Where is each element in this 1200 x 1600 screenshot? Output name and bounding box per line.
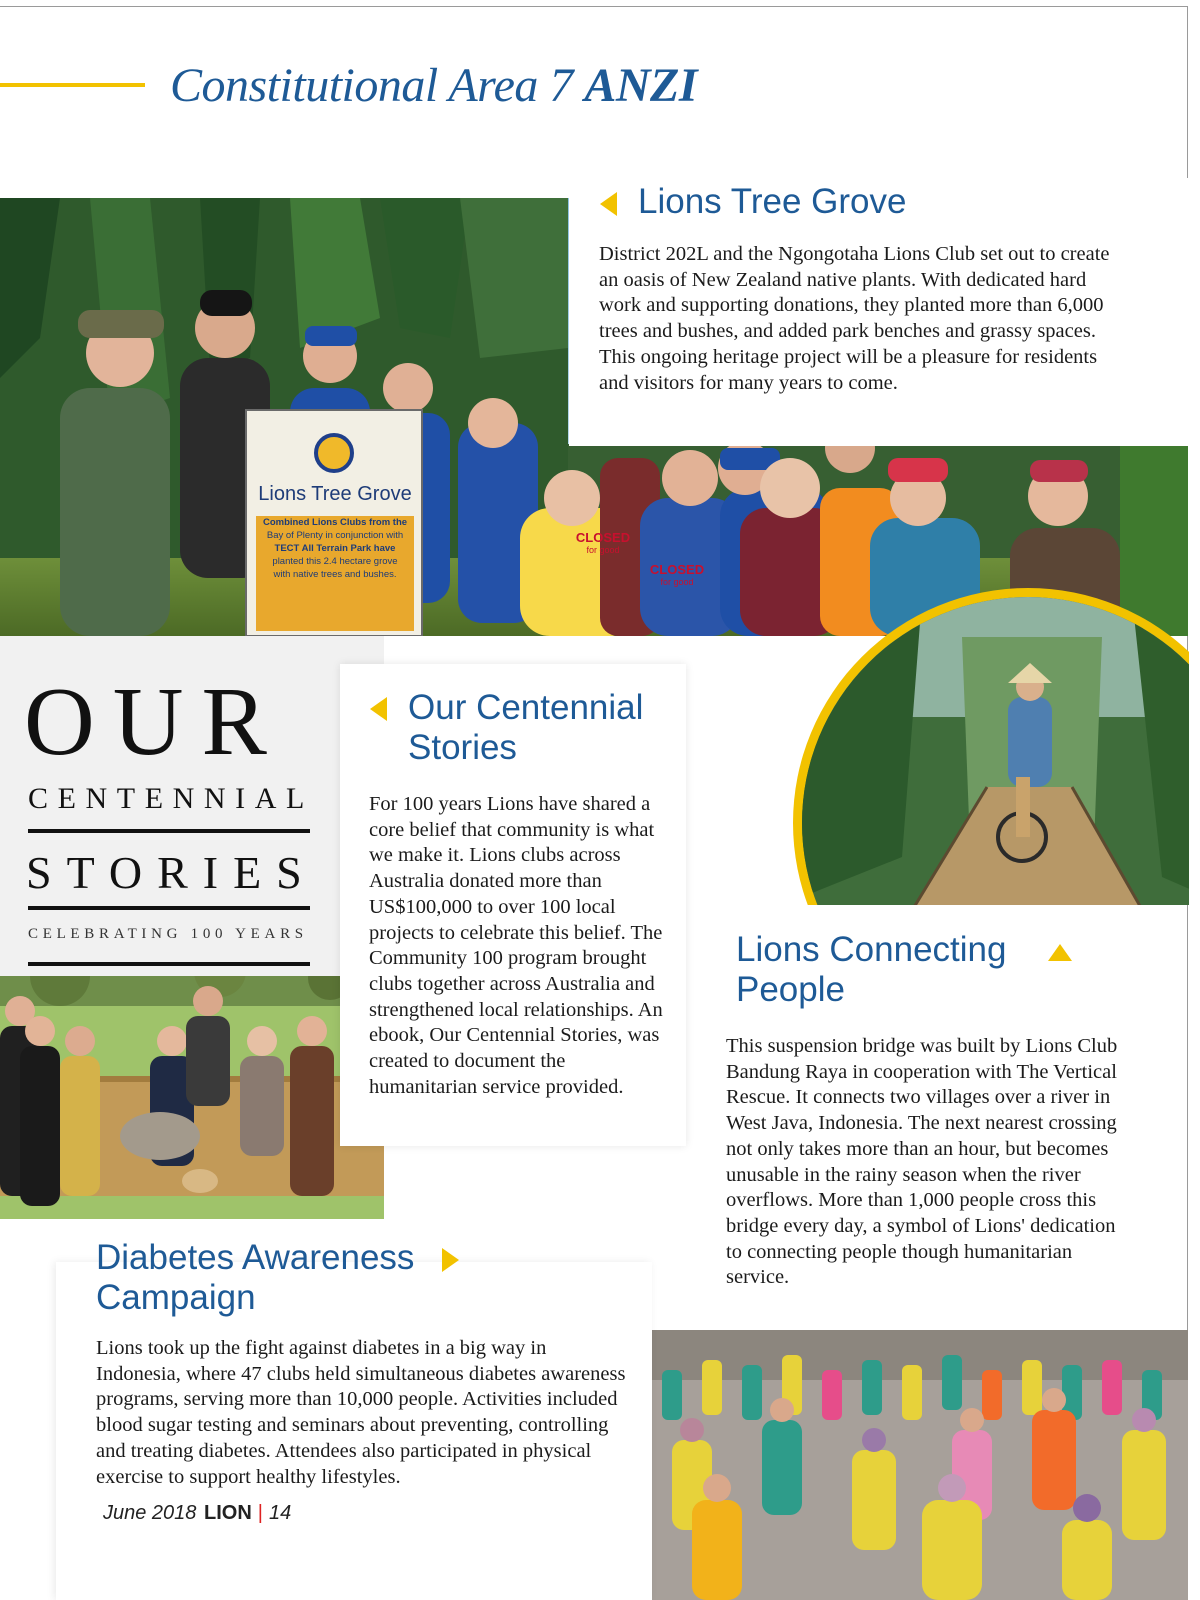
cover-tagline: CELEBRATING 100 YEARS bbox=[28, 926, 308, 942]
tree-grove-heading: Lions Tree Grove bbox=[638, 182, 907, 221]
cover-rule bbox=[28, 829, 310, 833]
sign-line: Bay of Plenty in conjunction with bbox=[266, 530, 404, 541]
bridge-photo bbox=[802, 597, 1189, 905]
triangle-left-icon bbox=[370, 697, 387, 721]
bridge-photo-frame bbox=[793, 588, 1189, 905]
title-accent-rule bbox=[0, 83, 145, 87]
diabetes-photo bbox=[652, 1330, 1188, 1600]
shirt-print bbox=[640, 562, 714, 587]
page-title-strong: ANZI bbox=[584, 59, 698, 112]
triangle-up-icon bbox=[1048, 944, 1072, 961]
tree-grove-sign-text bbox=[256, 483, 414, 581]
centennial-heading: Our Centennial Stories bbox=[408, 688, 644, 768]
page-number: 14 bbox=[268, 1502, 292, 1524]
sign-line: TECT All Terrain Park have bbox=[274, 543, 396, 554]
page-title bbox=[170, 58, 697, 113]
page-footer bbox=[103, 1502, 291, 1525]
sign-line: with native trees and bushes. bbox=[273, 569, 397, 580]
connecting-heading: Lions Connecting People bbox=[736, 930, 1007, 1010]
footer-date: June 2018 bbox=[103, 1502, 197, 1524]
shirt-print-sub: for good bbox=[586, 545, 620, 555]
tree-grove-body: District 202L and the Ngongotaha Lions Club set out to create an oasis of New Zealand native plants. With dedicated hard work and supporting donations, they planted more than 6,000 trees and bushes, and added park benches and grassy spaces. This ongoing heritage project will be a pleasure for residents and visitors for many years to come. bbox=[599, 243, 1110, 394]
diabetes-body: Lions took up the fight against diabetes in a big way in Indonesia, where 47 clubs held simultaneous diabetes awareness programs, serving more than 10,000 people. Activities included blood sugar testing and seminars about preventing, controlling and treating diabetes. Attendees also participated in physical exercise to support healthy lifestyles. bbox=[96, 1337, 626, 1488]
footer-separator: | bbox=[257, 1502, 263, 1524]
triangle-right-icon bbox=[442, 1248, 459, 1272]
cover-title-stories: STORIES bbox=[26, 847, 317, 898]
cover-rule bbox=[28, 962, 310, 966]
shirt-print-text: CLOSED bbox=[649, 562, 705, 577]
page-title-main: Constitutional Area 7 bbox=[170, 59, 573, 112]
cover-rule bbox=[28, 906, 310, 910]
centennial-body: For 100 years Lions have shared a core belief that community is what we make it. Lions clubs across Australia donated more than US$100,000 to over 100 local projects to celebrate this belief. The Community 100 program brought clubs together across Australia and strengthened local relationships. An ebook, Our Centennial Stories, was created to document the humanitarian service provided. bbox=[369, 793, 663, 1098]
sign-title: Lions Tree Grove bbox=[258, 483, 412, 505]
sign-line: Combined Lions Clubs from the bbox=[262, 517, 408, 528]
shirt-print-sub: for good bbox=[660, 577, 694, 587]
footer-magazine: LION bbox=[203, 1502, 252, 1524]
bridge-photo-graphic bbox=[802, 597, 1189, 905]
diabetes-photo-graphic bbox=[652, 1330, 1188, 1600]
diabetes-heading: Diabetes Awareness Campaign bbox=[96, 1238, 415, 1318]
triangle-left-icon bbox=[600, 192, 617, 216]
connecting-body: This suspension bridge was built by Lions Club Bandung Raya in cooperation with The Vertical Rescue. It connects two villages over a river in West Java, Indonesia. The next nearest crossing not only takes more than an hour, but becomes unusable in the rainy season when the river overflows. More than 1,000 people cross this bridge every day, a symbol of Lions' dedication to connecting people though humanitarian service. bbox=[726, 1035, 1118, 1289]
sign-line: planted this 2.4 hectare grove bbox=[272, 556, 398, 567]
cover-title-centennial: CENTENNIAL bbox=[28, 782, 314, 815]
shirt-print bbox=[568, 530, 638, 555]
shirt-print-text: CLOSED bbox=[575, 530, 631, 545]
cover-title-our: OUR bbox=[24, 668, 285, 776]
